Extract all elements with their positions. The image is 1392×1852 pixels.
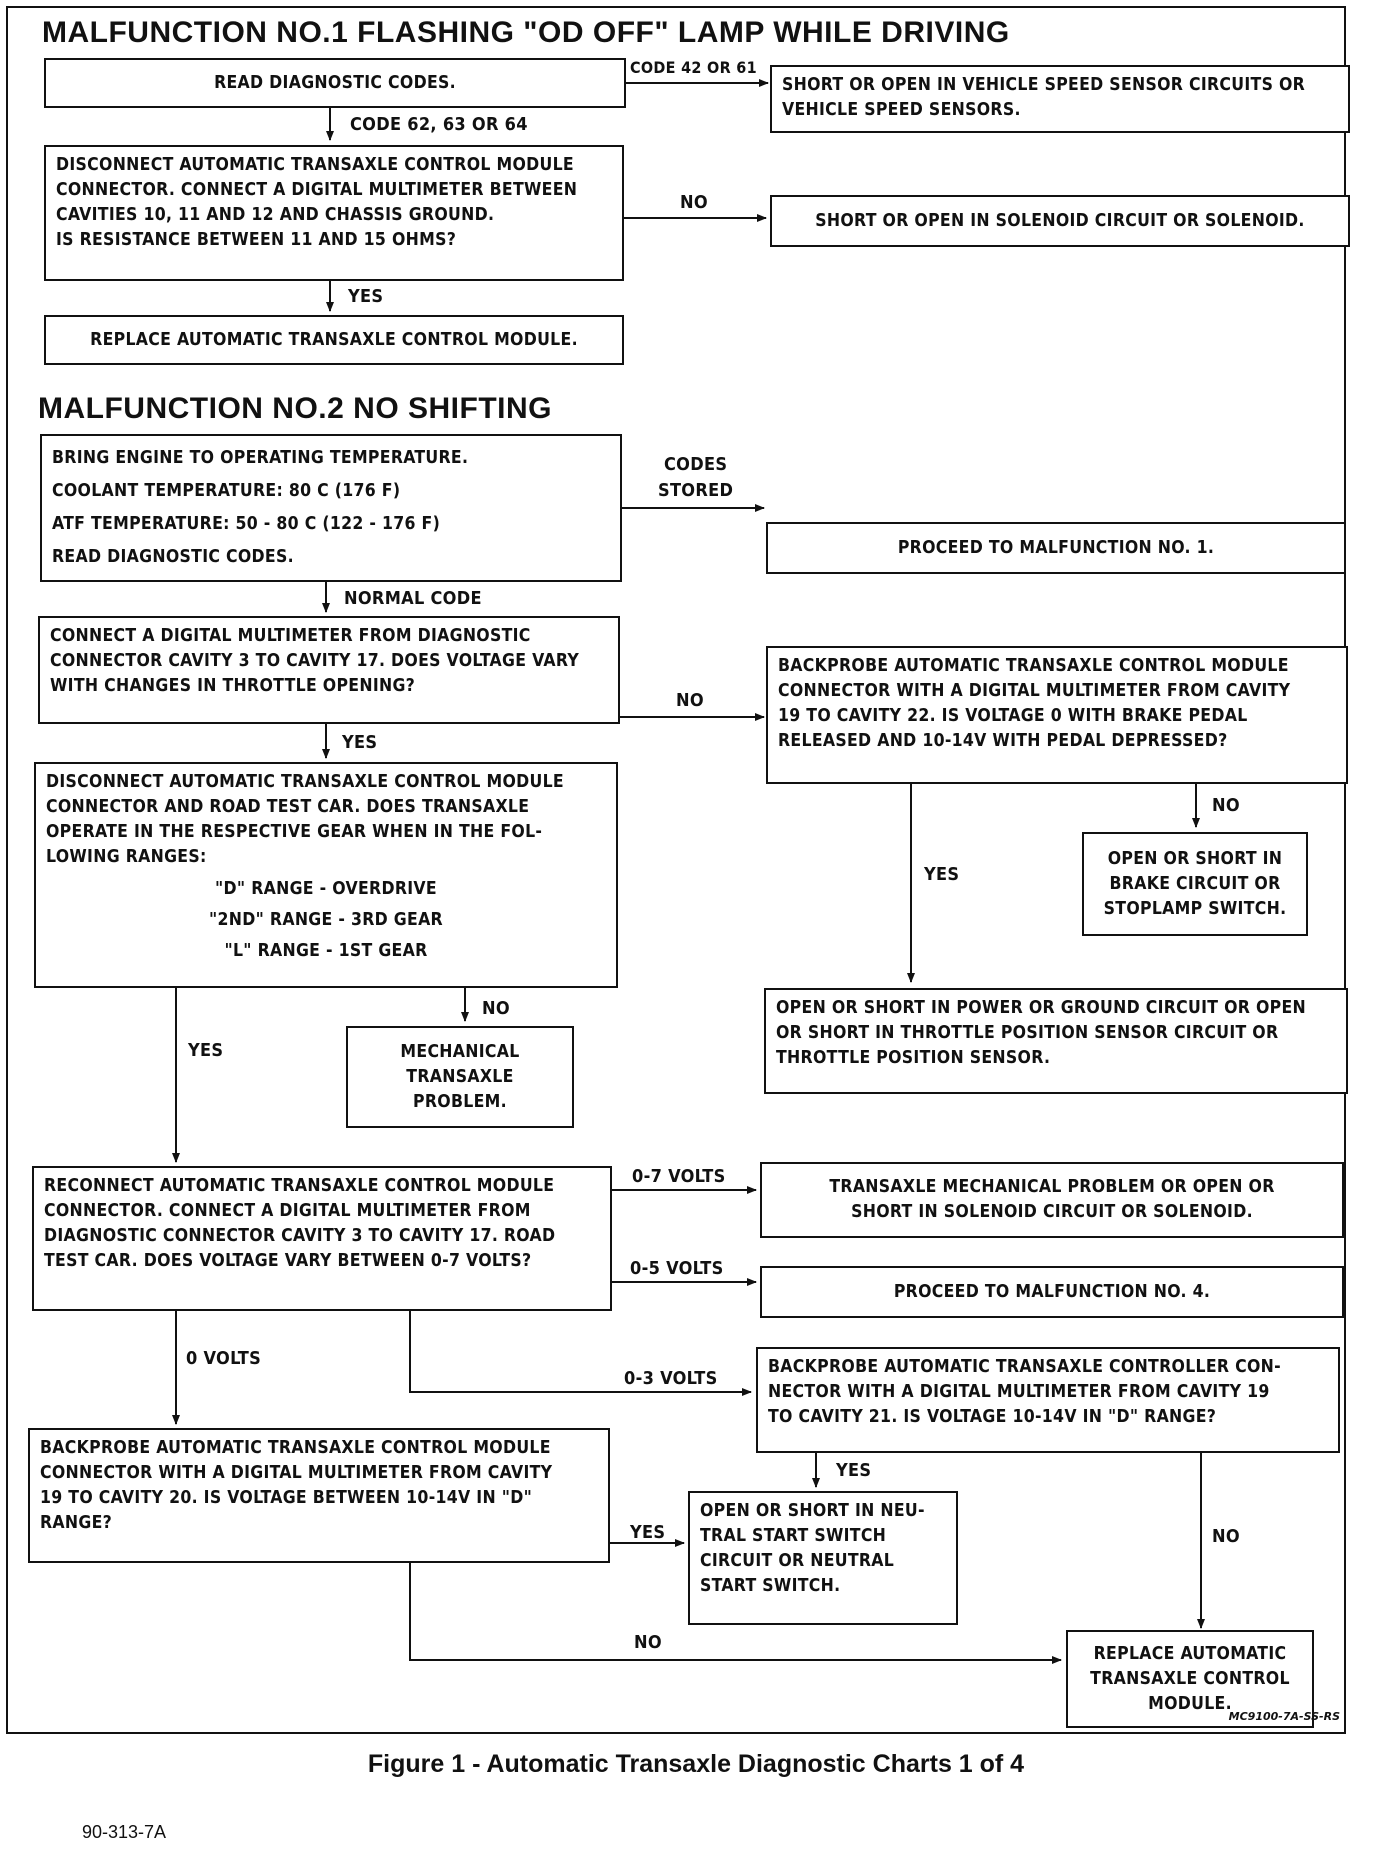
text-line: BRAKE CIRCUIT OR bbox=[1109, 873, 1281, 894]
text-line: BACKPROBE AUTOMATIC TRANSAXLE CONTROL MODULE bbox=[778, 656, 1289, 676]
text-line: MECHANICAL bbox=[400, 1041, 520, 1062]
m2-label-codes-stored bbox=[658, 452, 733, 504]
text-line: READ DIAGNOSTIC CODES. bbox=[52, 547, 294, 567]
text-line: TRANSAXLE MECHANICAL PROBLEM OR OPEN OR bbox=[829, 1177, 1275, 1197]
m2-connect-tps-box bbox=[38, 616, 620, 724]
text-line: CONNECTOR. CONNECT A DIGITAL MULTIMETER FROM bbox=[44, 1201, 531, 1221]
text-line: WITH CHANGES IN THROTTLE OPENING? bbox=[50, 676, 416, 696]
m2-label-yes-tps: YES bbox=[342, 732, 378, 753]
text-line: OPEN OR SHORT IN POWER OR GROUND CIRCUIT OR OPEN bbox=[776, 998, 1307, 1018]
m2-label-0-3-volts: 0-3 VOLTS bbox=[624, 1368, 718, 1389]
text-line: THROTTLE POSITION SENSOR. bbox=[776, 1048, 1051, 1068]
m2-label-no-road: NO bbox=[482, 998, 510, 1019]
text-line: IS RESISTANCE BETWEEN 11 AND 15 OHMS? bbox=[56, 230, 457, 250]
m2-proceed-m1-box bbox=[766, 522, 1346, 574]
text-line: "L" RANGE - 1ST GEAR bbox=[224, 941, 428, 961]
text-line: TO CAVITY 21. IS VOLTAGE 10-14V IN "D" RANGE? bbox=[768, 1407, 1217, 1427]
text-line: OPERATE IN THE RESPECTIVE GEAR WHEN IN THE FOL- bbox=[46, 822, 543, 842]
text-line: TEST CAR. DOES VOLTAGE VARY BETWEEN 0-7 VOLTS? bbox=[44, 1251, 532, 1271]
text-line: "2ND" RANGE - 3RD GEAR bbox=[209, 910, 443, 930]
text-line: CONNECTOR AND ROAD TEST CAR. DOES TRANSAXLE bbox=[46, 797, 530, 817]
m1-label-code-42-61: CODE 42 OR 61 bbox=[630, 58, 757, 77]
m2-label-0-volts: 0 VOLTS bbox=[186, 1348, 262, 1369]
text-line: STOPLAMP SWITCH. bbox=[1103, 898, 1287, 919]
text-line: REPLACE AUTOMATIC TRANSAXLE CONTROL MODULE. bbox=[90, 329, 578, 350]
text-line: MODULE. bbox=[1148, 1693, 1232, 1714]
m2-title: MALFUNCTION NO.2 NO SHIFTING bbox=[38, 392, 552, 425]
m2-reconnect-box bbox=[32, 1166, 612, 1311]
text-line: SHORT OR OPEN IN VEHICLE SPEED SENSOR CIRCUITS OR bbox=[782, 75, 1306, 95]
text-line: CONNECTOR CAVITY 3 TO CAVITY 17. DOES VOLTAGE VARY bbox=[50, 651, 580, 671]
text-line: RECONNECT AUTOMATIC TRANSAXLE CONTROL MODULE bbox=[44, 1176, 555, 1196]
text-line: OPEN OR SHORT IN bbox=[1107, 848, 1283, 869]
m2-label-0-7-volts: 0-7 VOLTS bbox=[632, 1166, 726, 1187]
text-line: REPLACE AUTOMATIC bbox=[1093, 1643, 1287, 1664]
text-line: DISCONNECT AUTOMATIC TRANSAXLE CONTROL MODULE bbox=[56, 155, 574, 175]
text-line: NECTOR WITH A DIGITAL MULTIMETER FROM CAVITY 19 bbox=[768, 1382, 1270, 1402]
m2-label-codes-stored-line2: STORED bbox=[658, 480, 734, 501]
text-line: TRANSAXLE CONTROL bbox=[1090, 1668, 1290, 1689]
m2-label-no-tps: NO bbox=[676, 690, 704, 711]
text-line: TRAL START SWITCH bbox=[700, 1526, 887, 1546]
m2-road-test-text bbox=[46, 770, 606, 870]
m2-label-codes-stored-line1: CODES bbox=[663, 454, 728, 475]
text-line: BACKPROBE AUTOMATIC TRANSAXLE CONTROL MODULE bbox=[40, 1438, 551, 1458]
m2-proceed-m4-box bbox=[760, 1266, 1344, 1318]
text-line: ATF TEMPERATURE: 50 - 80 C (122 - 176 F) bbox=[52, 514, 441, 534]
m2-label-yes-road: YES bbox=[188, 1040, 224, 1061]
text-line: SHORT OR OPEN IN SOLENOID CIRCUIT OR SOLENOID. bbox=[815, 210, 1305, 231]
text-line: 19 TO CAVITY 20. IS VOLTAGE BETWEEN 10-14V IN "D" bbox=[40, 1488, 533, 1508]
m2-label-no-20: NO bbox=[634, 1632, 662, 1653]
m1-solenoid-box bbox=[770, 195, 1350, 247]
m2-label-yes-brake: YES bbox=[924, 864, 960, 885]
text-line: VEHICLE SPEED SENSORS. bbox=[782, 100, 1021, 120]
text-line: OPEN OR SHORT IN NEU- bbox=[700, 1501, 925, 1521]
m1-title: MALFUNCTION NO.1 FLASHING "OD OFF" LAMP WHILE DRIVING bbox=[42, 16, 1010, 49]
m2-backprobe-brake-box bbox=[766, 646, 1348, 784]
text-line: OR SHORT IN THROTTLE POSITION SENSOR CIRCUIT OR bbox=[776, 1023, 1279, 1043]
text-line: PROCEED TO MALFUNCTION NO. 1. bbox=[897, 537, 1215, 558]
text-line: TRANSAXLE bbox=[406, 1066, 514, 1087]
m1-label-code-62-64: CODE 62, 63 OR 64 bbox=[350, 114, 528, 135]
text-line: LOWING RANGES: bbox=[46, 847, 207, 867]
m1-read-codes-box bbox=[44, 58, 626, 108]
m1-label-no: NO bbox=[680, 192, 708, 213]
m2-label-no-21: NO bbox=[1212, 1526, 1240, 1547]
text-line: CIRCUIT OR NEUTRAL bbox=[700, 1551, 895, 1571]
text-line: PROBLEM. bbox=[413, 1091, 507, 1112]
text-line: CONNECTOR. CONNECT A DIGITAL MULTIMETER BETWEEN bbox=[56, 180, 578, 200]
text-line: DISCONNECT AUTOMATIC TRANSAXLE CONTROL MODULE bbox=[46, 772, 564, 792]
m2-label-yes-20: YES bbox=[630, 1522, 666, 1543]
m1-label-yes: YES bbox=[348, 286, 384, 307]
m1-speed-sensor-box bbox=[770, 65, 1350, 133]
m2-bring-engine-box bbox=[40, 434, 622, 582]
m2-label-no-brake: NO bbox=[1212, 795, 1240, 816]
m2-mechanical-box bbox=[346, 1026, 574, 1128]
text-line: PROCEED TO MALFUNCTION NO. 4. bbox=[893, 1281, 1211, 1302]
text-line: CONNECT A DIGITAL MULTIMETER FROM DIAGNOSTIC bbox=[50, 626, 531, 646]
m2-brake-circuit-box bbox=[1082, 832, 1308, 936]
text-line: DIAGNOSTIC CONNECTOR CAVITY 3 TO CAVITY 17. ROAD bbox=[44, 1226, 556, 1246]
m1-replace-box bbox=[44, 315, 624, 365]
m2-ranges-list bbox=[46, 874, 606, 967]
text-line: BACKPROBE AUTOMATIC TRANSAXLE CONTROLLER CON- bbox=[768, 1357, 1281, 1377]
text-line: CONNECTOR WITH A DIGITAL MULTIMETER FROM CAVITY bbox=[778, 681, 1291, 701]
text-line: COOLANT TEMPERATURE: 80 C (176 F) bbox=[52, 481, 401, 501]
text-line: RELEASED AND 10-14V WITH PEDAL DEPRESSED? bbox=[778, 731, 1228, 751]
m2-label-0-5-volts: 0-5 VOLTS bbox=[630, 1258, 724, 1279]
m2-neutral-start-box bbox=[688, 1491, 958, 1625]
text-line: SHORT IN SOLENOID CIRCUIT OR SOLENOID. bbox=[851, 1202, 1253, 1222]
text-line: CAVITIES 10, 11 AND 12 AND CHASSIS GROUND. bbox=[56, 205, 495, 225]
m2-label-yes-21: YES bbox=[836, 1460, 872, 1481]
m1-disconnect-box bbox=[44, 145, 624, 281]
figure-id: MC9100-7A-SS-RS bbox=[1228, 1710, 1340, 1723]
text-line: "D" RANGE - OVERDRIVE bbox=[215, 879, 437, 899]
m2-road-test-box bbox=[34, 762, 618, 988]
text-line: BRING ENGINE TO OPERATING TEMPERATURE. bbox=[52, 448, 469, 468]
m2-label-normal-code: NORMAL CODE bbox=[344, 588, 482, 609]
text-line: START SWITCH. bbox=[700, 1576, 841, 1596]
m2-backprobe-20-box bbox=[28, 1428, 610, 1563]
m2-backprobe-21-box bbox=[756, 1347, 1340, 1453]
m2-mech-open-box bbox=[760, 1162, 1344, 1238]
text-line: RANGE? bbox=[40, 1513, 113, 1533]
text-line: CONNECTOR WITH A DIGITAL MULTIMETER FROM CAVITY bbox=[40, 1463, 553, 1483]
text-line: 19 TO CAVITY 22. IS VOLTAGE 0 WITH BRAKE PEDAL bbox=[778, 706, 1248, 726]
m2-power-ground-box bbox=[764, 988, 1348, 1094]
document-number: 90-313-7A bbox=[82, 1822, 167, 1842]
text-line: READ DIAGNOSTIC CODES. bbox=[214, 72, 456, 93]
figure-caption: Figure 1 - Automatic Transaxle Diagnostic Charts 1 of 4 bbox=[367, 1750, 1025, 1778]
